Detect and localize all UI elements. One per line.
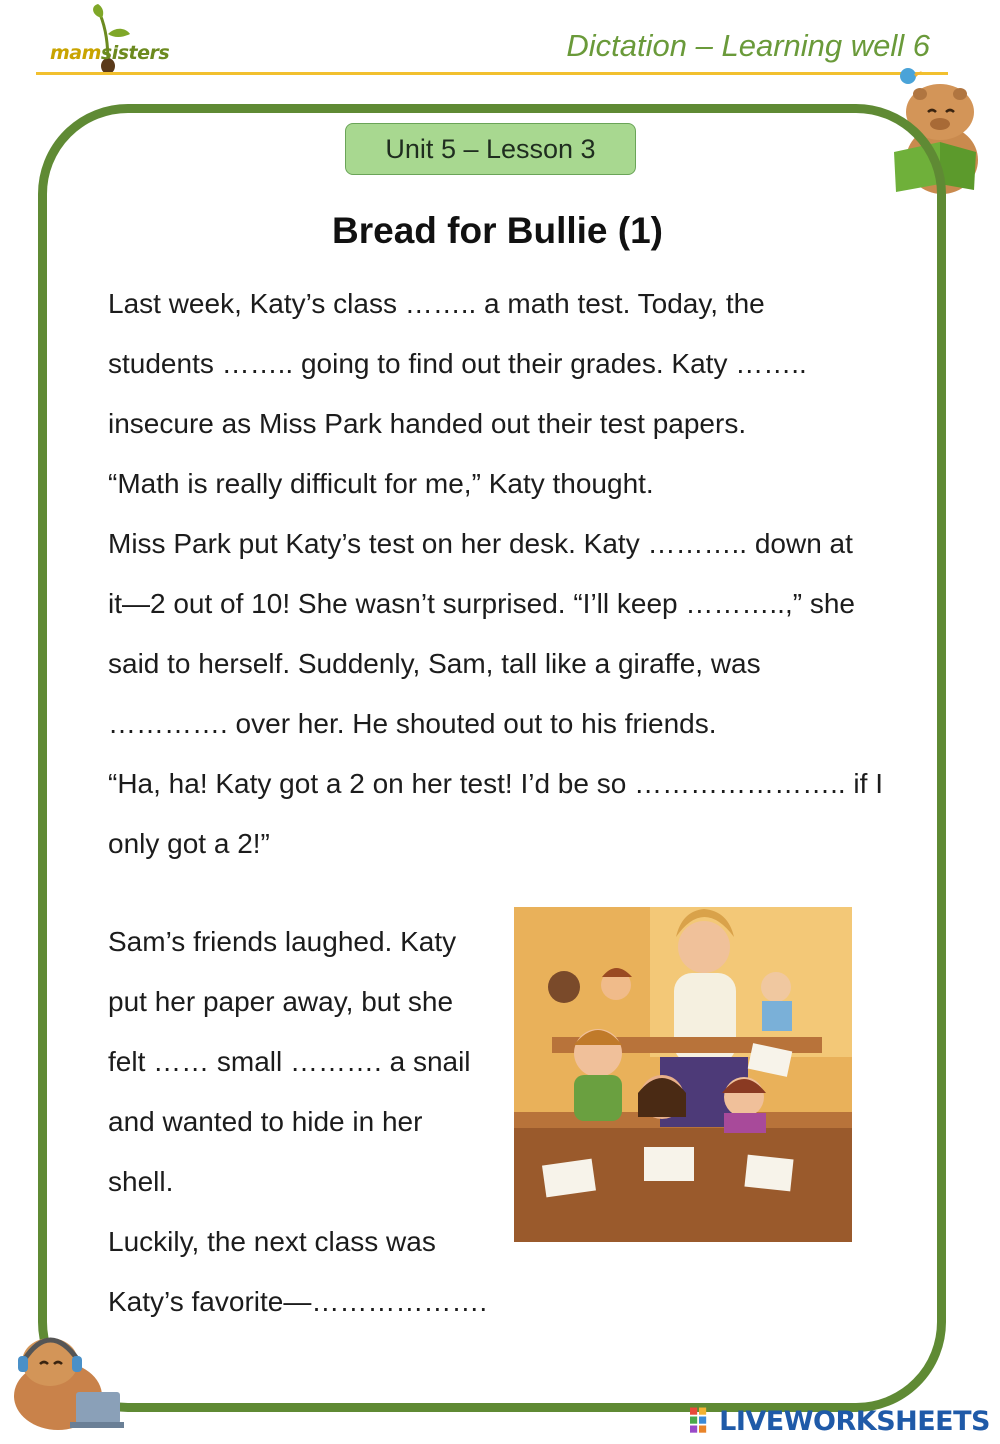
text-line: students …….. going to find out their grades. Katy …….. [108, 348, 807, 379]
liveworksheets-logo-icon [690, 1406, 715, 1436]
text-line: insecure as Miss Park handed out their test papers. [108, 408, 747, 439]
text-line: …………. over her. He shouted out to his friends. [108, 708, 717, 739]
text-line: Katy’s favorite—………………. [108, 1286, 488, 1317]
capybara-laptop-icon [6, 1322, 126, 1434]
text-line: only got a 2!” [108, 828, 270, 859]
text-line: it—2 out of 10! She wasn’t surprised. “I’ll keep ………..,” she [108, 588, 855, 619]
text-line: “Ha, ha! Katy got a 2 on her test! I’d be so ………………….. if I [108, 768, 883, 799]
text-line: shell. [108, 1166, 174, 1197]
mamsisters-logo [42, 4, 182, 76]
story-title: Bread for Bullie (1) [332, 210, 663, 251]
worksheet-title: Dictation – Learning well 6 [566, 28, 930, 63]
header-divider [36, 72, 948, 75]
text-line: said to herself. Suddenly, Sam, tall like a giraffe, was [108, 648, 761, 679]
text-line: felt …… small ………. a snail [108, 1046, 471, 1077]
text-line: Sam’s friends laughed. Katy [108, 926, 457, 957]
brand-text: LIVEWORKSHEETS [719, 1405, 990, 1437]
logo-text-left: mam [50, 42, 101, 64]
text-line: Luckily, the next class was [108, 1226, 436, 1257]
story-paragraph-1 [108, 274, 928, 874]
text-line: “Math is really difficult for me,” Katy thought. [108, 468, 654, 499]
liveworksheets-brand [690, 1402, 990, 1440]
text-line: Last week, Katy’s class …….. a math test. Today, the [108, 288, 765, 319]
text-line: put her paper away, but she [108, 986, 454, 1017]
classroom-illustration [514, 907, 852, 1242]
logo-text [50, 42, 169, 64]
unit-lesson-badge: Unit 5 – Lesson 3 [345, 123, 636, 175]
text-line: Miss Park put Katy’s test on her desk. Katy ……….. down at [108, 528, 853, 559]
logo-text-right: sisters [100, 42, 170, 64]
story-paragraph-2 [108, 912, 503, 1332]
text-line: and wanted to hide in her [108, 1106, 423, 1137]
